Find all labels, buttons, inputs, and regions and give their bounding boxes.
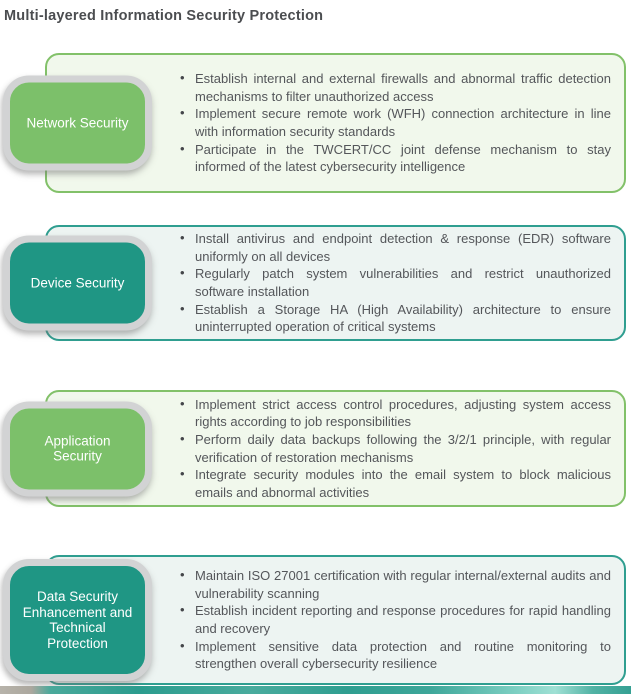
section-label: Application Security [3,401,152,496]
bullet-list [178,70,611,176]
bullet-list [178,230,611,336]
bullet-item [178,602,611,637]
bullet-item [178,141,611,176]
bullet-text: Establish incident reporting and response procedures for rapid handling and recovery [195,603,611,636]
bullet-text: Implement strict access control procedures, adjusting system access rights according to job responsibilities [195,396,611,430]
decorative-photo-strip [0,686,631,694]
bullet-icon: • [180,395,185,411]
bullet-item [178,265,611,300]
section-label: Data Security Enhancement and Technical Protection [3,559,152,681]
bullet-icon: • [180,230,185,246]
bullet-icon: • [180,637,185,653]
section-data-security-enhancement [0,555,631,685]
section-label: Device Security [3,236,152,331]
section-network-security [0,53,631,193]
bullet-item [178,567,611,602]
section-application-security [0,390,631,507]
bullet-text: Regularly patch system vulnerabilities and restrict unauthorized software installation [195,266,611,299]
bullet-item [178,396,611,431]
bullet-text: Perform daily data backups following the 3/2/1 principle, with regular verification of restoration mechanisms [195,431,611,465]
section-device-security [0,225,631,341]
bullet-list [178,396,611,502]
bullet-item [178,105,611,140]
bullet-item [178,70,611,105]
bullet-icon: • [180,70,185,86]
bullet-text: Participate in the TWCERT/CC joint defense mechanism to stay informed of the latest cybersecurity intelligence [195,141,611,175]
page-title: Multi-layered Information Security Protection [4,8,324,24]
bullet-icon: • [180,265,185,281]
bullet-list [178,567,611,673]
bullet-icon: • [180,300,185,316]
bullet-icon: • [180,430,185,446]
bullet-icon: • [180,466,185,482]
bullet-text: Integrate security modules into the email system to block malicious emails and abnormal activities [195,467,611,500]
bullet-text: Implement secure remote work (WFH) connection architecture in line with information security standards [195,106,611,139]
bullet-item [178,431,611,466]
bullet-icon: • [180,105,185,121]
bullet-text: Establish a Storage HA (High Availability) architecture to ensure uninterrupted operation of critical systems [195,301,611,335]
bullet-item [178,301,611,336]
bullet-text: Install antivirus and endpoint detection & response (EDR) software uniformly on all devices [195,231,611,264]
section-label: Network Security [3,76,152,171]
bullet-icon: • [180,602,185,618]
bullet-text: Implement sensitive data protection and routine monitoring to strengthen overall cybersecurity resilience [195,638,611,672]
bullet-text: Establish internal and external firewalls and abnormal traffic detection mechanisms to filter unauthorized access [195,71,611,104]
bullet-item [178,230,611,265]
bullet-icon: • [180,140,185,156]
bullet-item [178,638,611,673]
bullet-text: Maintain ISO 27001 certification with regular internal/external audits and vulnerability scanning [195,568,611,601]
bullet-item [178,466,611,501]
bullet-icon: • [180,567,185,583]
